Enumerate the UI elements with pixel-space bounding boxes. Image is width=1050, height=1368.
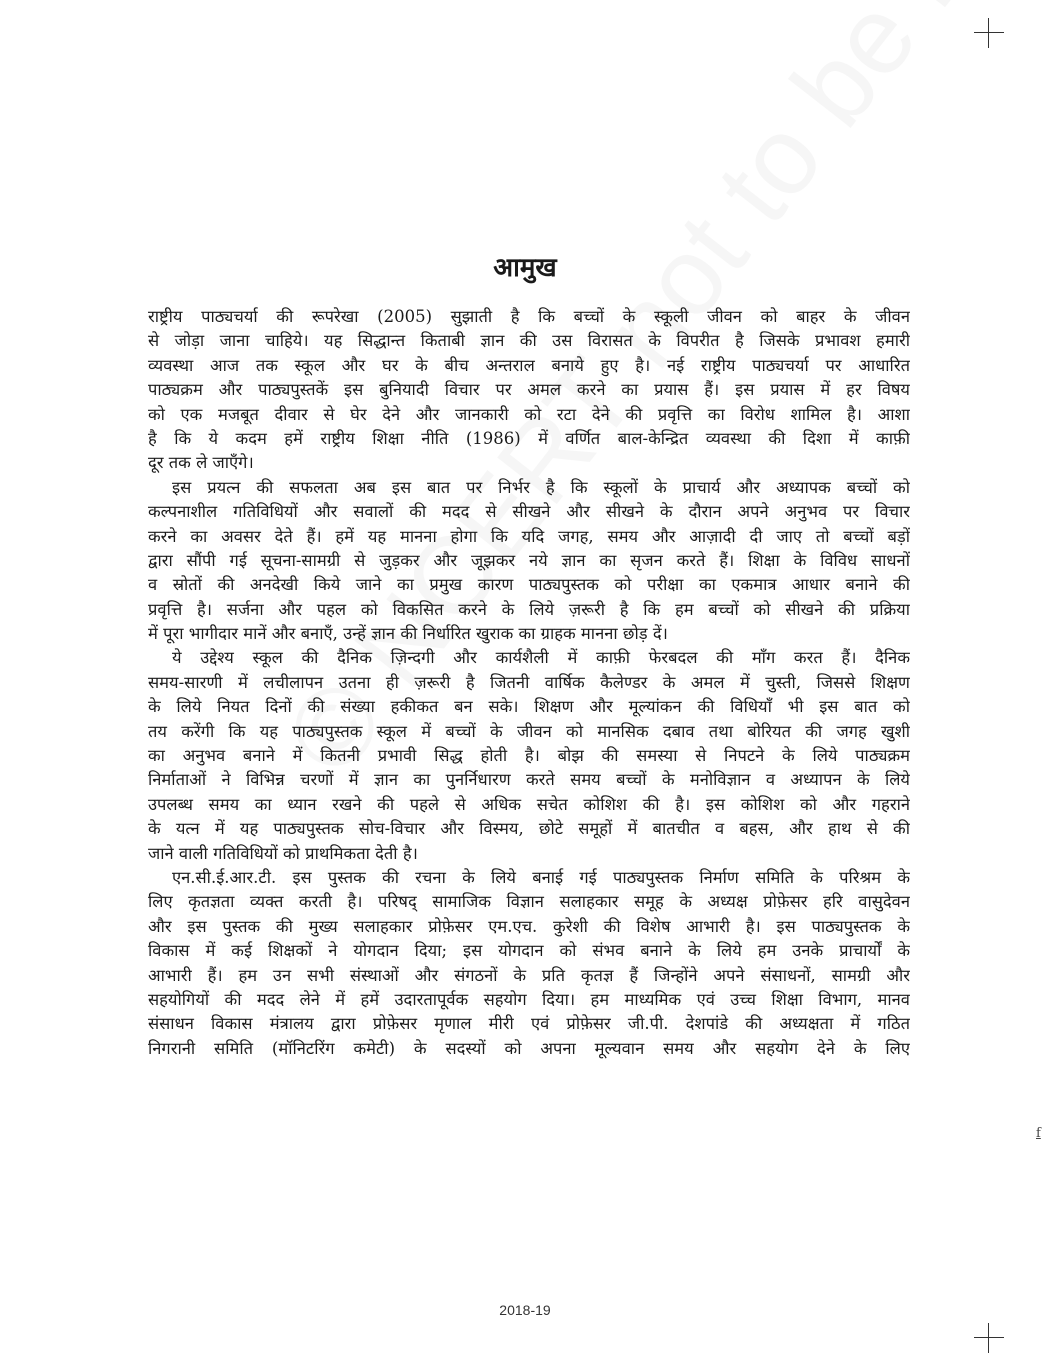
text-line: से जोड़ा जाना चाहिये। यह सिद्धान्त किताबी ज्ञान की उस विरासत के विपरीत है जिसके प्रभावश हमारी bbox=[148, 331, 910, 351]
side-mark: f bbox=[1036, 1126, 1041, 1141]
text-line: का अनुभव बनाने में कितनी प्रभावी सिद्ध होती है। बोझ की समस्या से निपटने के लिये पाठ्यक्रम bbox=[148, 746, 910, 766]
text-line: आभारी हैं। हम उन सभी संस्थाओं और संगठनों के प्रति कृतज्ञ हैं जिन्होंने अपने संसाधनों, सामग्री और bbox=[148, 965, 910, 985]
foreword-body bbox=[148, 305, 910, 1061]
crop-mark-bottom-right bbox=[974, 1323, 1004, 1353]
text-line: विकास में कई शिक्षकों ने योगदान दिया; इस योगदान को संभव बनाने के लिये हम उनके प्राचार्यों के bbox=[148, 941, 910, 961]
text-line: ये उद्देश्य स्कूल की दैनिक ज़िन्दगी और कार्यशैली में काफ़ी फेरबदल की माँग करत हैं। दैनिक bbox=[172, 648, 910, 668]
text-line: एन.सी.ई.आर.टी. इस पुस्तक की रचना के लिये बनाई गई पाठ्यपुस्तक निर्माण समिति के परिश्रम के bbox=[172, 867, 910, 887]
text-line: निगरानी समिति (मॉनिटरिंग कमेटी) के सदस्यों को अपना मूल्यवान समय और सहयोग देने के लिए bbox=[148, 1038, 910, 1058]
text-line: के यत्न में यह पाठ्यपुस्तक सोच-विचार और विस्मय, छोटे समूहों में बातचीत व बहस, और हाथ से की bbox=[148, 819, 910, 839]
text-line: राष्ट्रीय पाठ्यचर्या की रूपरेखा (2005) सुझाती है कि बच्चों के स्कूली जीवन को बाहर के जीवन bbox=[148, 307, 910, 326]
paragraph bbox=[148, 305, 910, 476]
text-line: और इस पुस्तक की मुख्य सलाहकार प्रोफ़ेसर एम.एच. कुरेशी की विशेष आभारी है। इस पाठ्यपुस्तक के bbox=[148, 916, 910, 936]
text-line: जाने वाली गतिविधियों को प्राथमिकता देती है। bbox=[148, 843, 418, 863]
text-line: दूर तक ले जाएँगे। bbox=[148, 453, 254, 473]
text-line: व्यवस्था आज तक स्कूल और घर के बीच अन्तराल बनाये हुए है। नई राष्ट्रीय पाठ्यचर्या पर आधारित bbox=[148, 355, 910, 375]
crop-mark-top-right bbox=[974, 18, 1004, 48]
text-line: उपलब्ध समय का ध्यान रखने की पहले से अधिक सचेत कोशिश की है। इस कोशिश को और गहराने bbox=[148, 794, 910, 814]
text-line: तय करेंगी कि यह पाठ्यपुस्तक स्कूल में बच्चों के जीवन को मानसिक दबाव तथा बोरियत की जगह खुशी bbox=[148, 721, 910, 741]
text-line: लिए कृतज्ञता व्यक्त करती है। परिषद् सामाजिक विज्ञान सलाहकार समूह के अध्यक्ष प्रोफ़ेसर हरि वासुदेवन bbox=[148, 892, 910, 912]
text-line: द्वारा सौंपी गई सूचना-सामग्री से जुड़कर और जूझकर नये ज्ञान का सृजन करते हैं। शिक्षा के विविध साधनों bbox=[148, 550, 910, 570]
paragraph bbox=[148, 866, 910, 1061]
text-line: है कि ये कदम हमें राष्ट्रीय शिक्षा नीति (1986) में वर्णित बाल-केन्द्रित व्यवस्था की दिशा में काफ़ी bbox=[148, 428, 910, 448]
text-line: इस प्रयत्न की सफलता अब इस बात पर निर्भर है कि स्कूलों के प्राचार्य और अध्यापक बच्चों को bbox=[172, 477, 910, 497]
text-line: को एक मजबूत दीवार से घेर देने और जानकारी को रटा देने की प्रवृत्ति का विरोध शामिल है। आशा bbox=[148, 404, 910, 424]
text-line: में पूरा भागीदार मानें और बनाएँ, उन्हें ज्ञान की निर्धारित खुराक का ग्राहक मानना छोड़ दें। bbox=[148, 624, 668, 644]
page-title: आमुख bbox=[493, 253, 557, 283]
paragraph bbox=[148, 646, 910, 866]
text-line: प्रवृत्ति है। सर्जना और पहल को विकसित करने के लिये ज़रूरी है कि हम बच्चों को सीखने की प्रक्रिया bbox=[148, 599, 910, 619]
text-line: समय-सारणी में लचीलापन उतना ही ज़रूरी है जितनी वार्षिक कैलेण्डर के अमल में चुस्ती, जिससे शिक्षण bbox=[148, 672, 910, 692]
text-line: निर्माताओं ने विभिन्न चरणों में ज्ञान का पुनर्निधारण करते समय बच्चों के मनोविज्ञान व अध्यापन के लिये bbox=[148, 770, 910, 790]
text-line: कल्पनाशील गतिविधियों और सवालों की मदद से सीखने और सीखने के दौरान अपने अनुभव पर विचार bbox=[148, 502, 910, 522]
text-line: व स्रोतों की अनदेखी किये जाने का प्रमुख कारण पाठ्यपुस्तक को परीक्षा का एकमात्र आधार बनाने की bbox=[148, 575, 910, 595]
page-footer-year: 2018-19 bbox=[499, 1302, 551, 1318]
text-line: सहयोगियों की मदद लेने में हमें उदारतापूर्वक सहयोग दिया। हम माध्यमिक एवं उच्च शिक्षा विभाग, मानव bbox=[148, 989, 910, 1009]
text-line: पाठ्यक्रम और पाठ्यपुस्तकें इस बुनियादी विचार पर अमल करने का प्रयास हैं। इस प्रयास में हर विषय bbox=[148, 380, 910, 400]
paragraph bbox=[148, 476, 910, 647]
text-line: के लिये नियत दिनों की संख्या हकीकत बन सके। शिक्षण और मूल्यांकन की विधियाँ भी इस बात को bbox=[148, 697, 910, 717]
text-line: करने का अवसर देते हैं। हमें यह मानना होगा कि यदि जगह, समय और आज़ादी दी जाए तो बच्चों बड़ों bbox=[148, 526, 910, 546]
text-line: संसाधन विकास मंत्रालय द्वारा प्रोफ़ेसर मृणाल मीरी एवं प्रोफ़ेसर जी.पी. देशपांडे की अध्यक्षता में गठित bbox=[148, 1014, 910, 1034]
